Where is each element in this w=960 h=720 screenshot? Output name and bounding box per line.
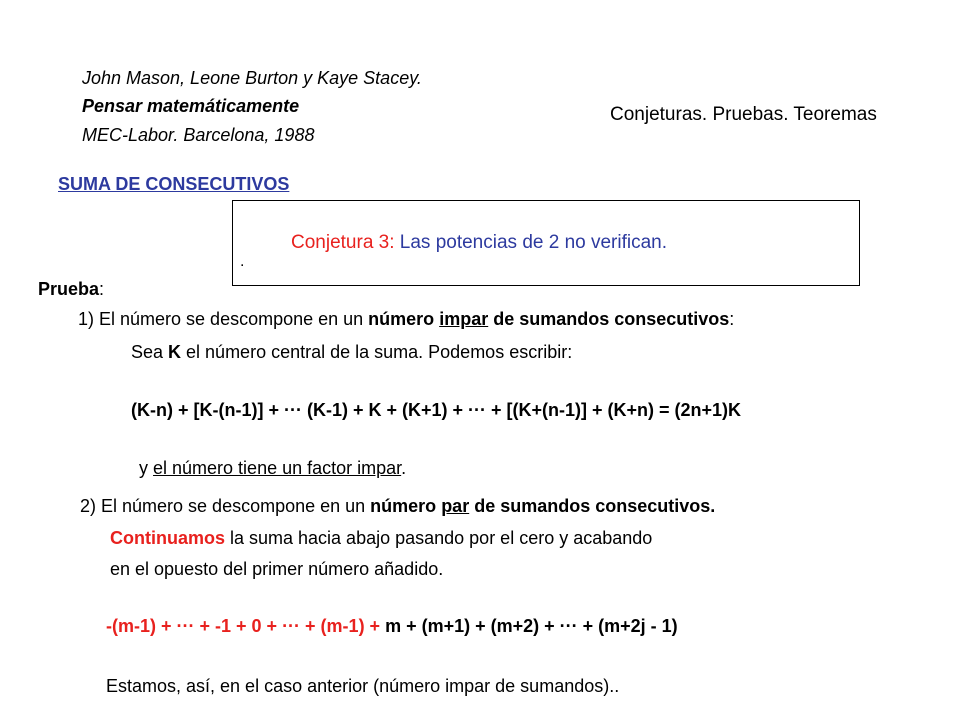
topic-label: Conjeturas. Pruebas. Teoremas bbox=[610, 104, 877, 125]
proof-heading bbox=[38, 279, 104, 300]
conjecture-colon: : bbox=[389, 232, 395, 253]
case1-end: : bbox=[729, 309, 735, 329]
case2-closing: Estamos, así, en el caso anterior (número impar de sumandos).. bbox=[106, 676, 620, 696]
case2-formula-black-a: m + (m+1) + (m+2) + bbox=[385, 616, 560, 636]
ellipsis: ··· bbox=[468, 400, 486, 420]
case1-statement bbox=[78, 309, 734, 330]
conjecture-statement: Las potencias de 2 no verifican. bbox=[394, 232, 668, 253]
ellipsis: ··· bbox=[559, 616, 578, 636]
ellipsis: ··· bbox=[282, 616, 301, 636]
reference-publisher: MEC-Labor. Barcelona, 1988 bbox=[82, 125, 315, 145]
case1-formula-c: + [(K+(n-1)] + (K+n) = (2n+1)K bbox=[486, 400, 742, 420]
case1-bold-1: número bbox=[368, 309, 440, 329]
conjecture-label: Conjetura 3 bbox=[291, 232, 390, 253]
case1-conclusion-underlined: el número tiene un factor impar bbox=[153, 458, 402, 478]
case2-bold-1: número bbox=[370, 496, 442, 516]
case1-intro: 1) El número se descompone en un bbox=[78, 309, 369, 329]
case1-bold-2: de sumandos consecutivos bbox=[488, 309, 730, 329]
case2-line3: en el opuesto del primer número añadido. bbox=[110, 559, 444, 579]
conjecture-dot: . bbox=[240, 253, 245, 270]
case1-formula-b: (K-1) + K + (K+1) + bbox=[301, 400, 469, 420]
case1-conclusion-end: . bbox=[401, 458, 407, 478]
reference-book-title: Pensar matemáticamente bbox=[82, 96, 300, 116]
ellipsis: ··· bbox=[283, 400, 302, 420]
case1-line2 bbox=[131, 342, 572, 363]
case2-formula-red-c: + (m-1) + bbox=[300, 616, 386, 636]
case2-intro: 2) El número se descompone en un bbox=[80, 496, 371, 516]
case2-bold-2: de sumandos consecutivos. bbox=[469, 496, 716, 516]
case1-line2-k: K bbox=[168, 342, 182, 362]
case2-formula-red-a: -(m-1) + bbox=[106, 616, 177, 636]
case1-formula bbox=[131, 400, 741, 421]
case2-statement bbox=[80, 496, 715, 517]
proof-heading-colon: : bbox=[99, 279, 105, 299]
reference-authors: John Mason, Leone Burton y Kaye Stacey. bbox=[82, 68, 422, 88]
case2-continuation bbox=[110, 528, 652, 549]
section-heading: SUMA DE CONSECUTIVOS bbox=[58, 174, 290, 194]
ellipsis: ··· bbox=[176, 616, 195, 636]
case1-line2-rest: el número central de la suma. Podemos escribir: bbox=[181, 342, 573, 362]
case2-continue-label: Continuamos bbox=[110, 528, 225, 548]
case2-formula-red-b: + -1 + 0 + bbox=[194, 616, 283, 636]
case1-formula-a: (K-n) + [K-(n-1)] + bbox=[131, 400, 284, 420]
proof-heading-label: Prueba bbox=[38, 279, 100, 299]
conjecture-text bbox=[291, 232, 667, 254]
conjecture-box bbox=[232, 200, 860, 286]
case1-conclusion-pre: y bbox=[139, 458, 154, 478]
case1-line2-pre: Sea bbox=[131, 342, 169, 362]
case2-formula-black-b: + (m+2j - 1) bbox=[577, 616, 678, 636]
case2-formula bbox=[106, 616, 678, 637]
case1-conclusion bbox=[139, 458, 406, 479]
case2-bold-underlined: par bbox=[441, 496, 470, 516]
case1-bold-underlined: impar bbox=[439, 309, 489, 329]
case2-continue-rest: la suma hacia abajo pasando por el cero y acabando bbox=[225, 528, 653, 548]
